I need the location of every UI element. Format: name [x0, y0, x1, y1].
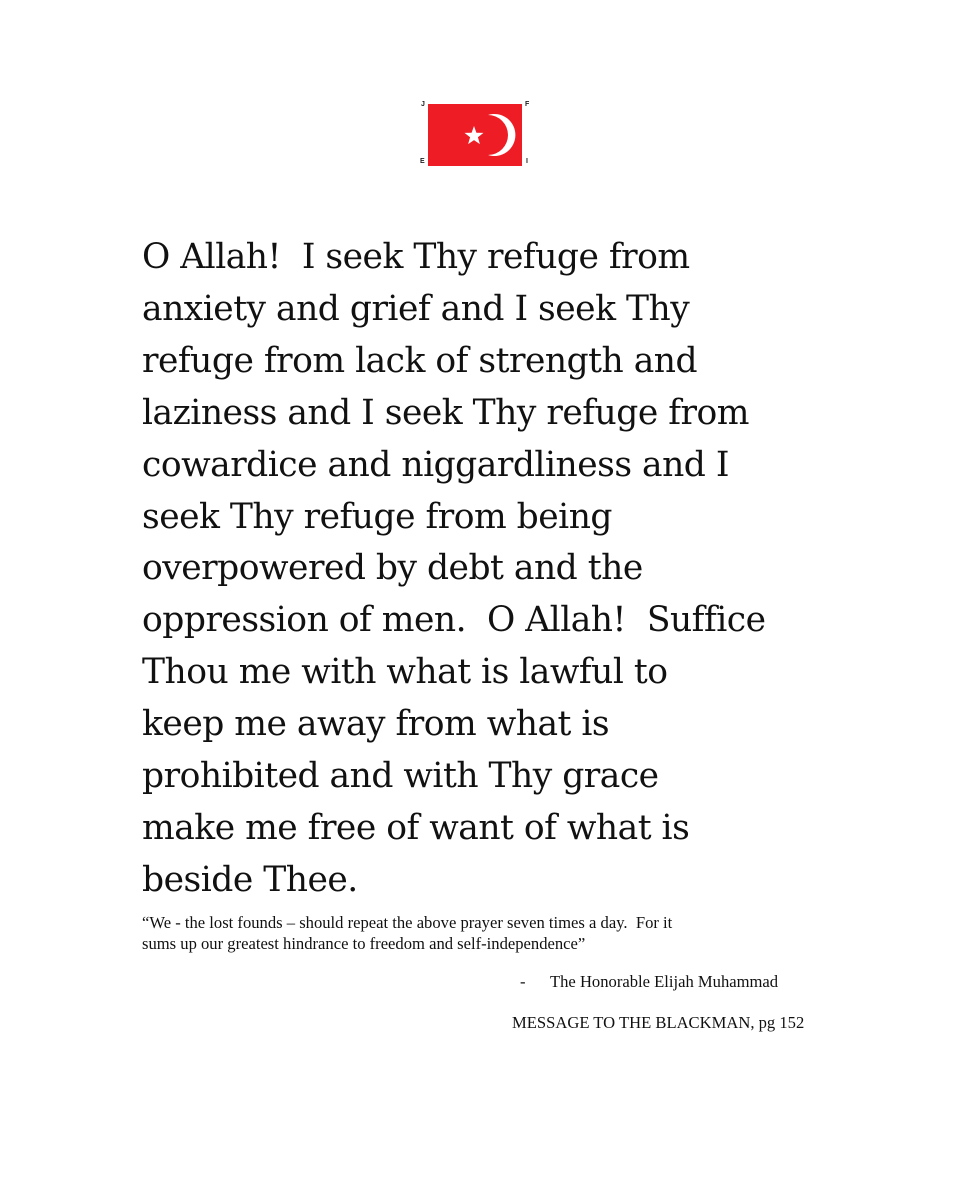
- prayer-text: [142, 232, 842, 907]
- prayer-line: O Allah! I seek Thy refuge from: [142, 237, 690, 277]
- prayer-line: seek Thy refuge from being: [142, 496, 613, 537]
- prayer-line: cowardice and niggardliness and I: [142, 444, 729, 485]
- prayer-line: laziness and I seek Thy refuge from: [142, 392, 749, 433]
- star-crescent-flag-icon: [428, 104, 522, 166]
- flag-emblem: [416, 100, 536, 170]
- prayer-line: oppression of men. O Allah! Suffice: [142, 600, 766, 641]
- instruction-quote: [142, 912, 842, 954]
- quote-line: “We - the lost founds – should repeat the above prayer seven times a day. For it: [142, 913, 673, 932]
- flag-corner-letter: E: [420, 158, 425, 165]
- flag-corner-letter: J: [421, 101, 425, 108]
- prayer-line: keep me away from what is: [142, 704, 610, 745]
- attribution: [520, 972, 820, 992]
- attribution-name: The Honorable Elijah Muhammad: [550, 972, 779, 991]
- prayer-line: make me free of want of what is: [142, 807, 690, 848]
- prayer-line: prohibited and with Thy grace: [142, 756, 659, 797]
- prayer-line: refuge from lack of strength and: [142, 340, 698, 381]
- quote-line: sums up our greatest hindrance to freedom and self-independence”: [142, 934, 586, 953]
- flag-corner-letter: I: [526, 158, 528, 165]
- prayer-line: beside Thee.: [142, 859, 358, 900]
- prayer-line: Thou me with what is lawful to: [142, 652, 668, 693]
- attribution-dash: -: [520, 972, 526, 991]
- prayer-line: overpowered by debt and the: [142, 548, 643, 589]
- prayer-line: anxiety and grief and I seek Thy: [142, 288, 690, 329]
- source-citation: MESSAGE TO THE BLACKMAN, pg 152: [512, 1013, 805, 1032]
- flag-corner-letter: F: [525, 101, 530, 108]
